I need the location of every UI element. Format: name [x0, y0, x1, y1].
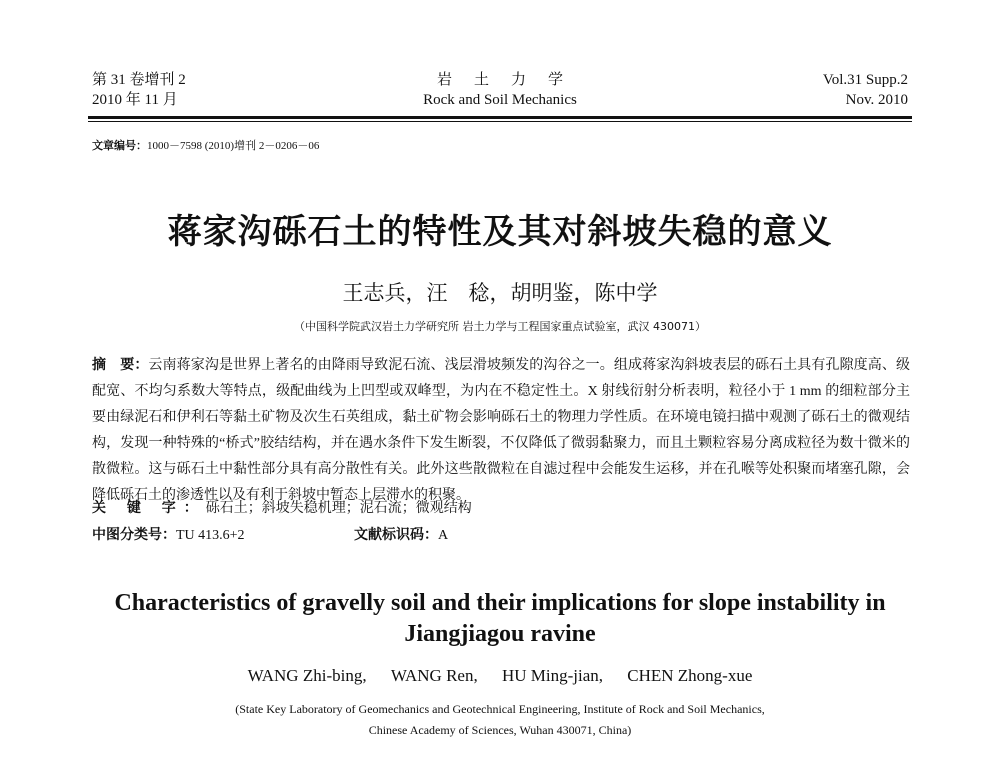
volume-cn: 第 31 卷增刊 2: [92, 72, 186, 88]
title-en-line1: Characteristics of gravelly soil and their implications for slope instability in: [114, 590, 886, 616]
keywords-value: 砾石土；斜坡失稳机理；泥石流；微观结构: [205, 501, 472, 516]
date-en: Nov. 2010: [845, 92, 908, 108]
affiliation-en-line2: Chinese Academy of Sciences, Wuhan 430071, China): [368, 723, 632, 737]
article-number: [92, 137, 319, 153]
authors-cn: 王志兵，汪 稔，胡明鉴，陈中学: [342, 281, 658, 305]
article-number-value: 1000－7598 (2010)增刊 2－0206－06: [147, 140, 320, 152]
header-rule-thin: [88, 121, 912, 122]
document-code: [354, 524, 448, 544]
authors-en: [0, 666, 1000, 686]
header-rule-thick: [88, 116, 912, 119]
volume-en: Vol.31 Supp.2: [822, 72, 908, 88]
article-number-label: 文章编号：: [92, 139, 147, 152]
classification-line: [92, 524, 910, 544]
keywords-cn: [92, 497, 472, 517]
author-en: CHEN Zhong-xue: [627, 666, 753, 685]
affiliation-cn: （中国科学院武汉岩土力学研究所 岩土力学与工程国家重点试验室，武汉 430071）: [294, 320, 706, 333]
journal-name-cn: 岩土力学: [436, 72, 585, 88]
abstract-cn: [92, 352, 910, 509]
affiliation-en: [0, 699, 1000, 741]
journal-name-en: Rock and Soil Mechanics: [423, 92, 577, 108]
abstract-text: 云南蒋家沟是世界上著名的由降雨导致泥石流、浅层滑坡频发的沟谷之一。组成蒋家沟斜坡表层的砾石土具有孔隙度高、级配宽、不均匀系数大等特点，级配曲线为上凹型或双峰型，为内在不稳定性土。X 射线衍射分析表明，粒径小于 1 mm 的细粒部分主要由绿泥石和伊利石等黏土矿物及次生石英组成，黏土矿物会影响砾石土的物理力学性质。在环境电镜扫描中观测了砾石土的微观结构，发现一种特殊的“桥式”胶结结构，并在遇水条件下发生断裂，不仅降低了微弱黏聚力，而且土颗粒容易分离成粒径为数十微米的散微粒。这与砾石土中黏性部分具有高分散性有关。此外这些散微粒在自滤过程中会能发生运移，并在孔喉等处积聚而堵塞孔隙，会降低砾石土的渗透性以及有利于斜坡中暂态上层滞水的积聚。: [92, 358, 910, 503]
date-cn: 2010 年 11 月: [92, 92, 178, 108]
title-en: [0, 588, 1000, 650]
author-en: WANG Zhi-bing,: [247, 666, 367, 685]
keywords-label: 关 键 字：: [92, 500, 206, 516]
abstract-label: 摘 要：: [92, 357, 149, 373]
clc-value: TU 413.6+2: [176, 528, 245, 543]
affiliation-en-line1: (State Key Laboratory of Geomechanics and Geotechnical Engineering, Institute of Rock and Soil Mechanics,: [235, 702, 765, 716]
author-en: HU Ming-jian,: [501, 666, 604, 685]
clc-label: 中图分类号：: [92, 527, 176, 543]
document-code-value: A: [438, 528, 449, 543]
document-code-label: 文献标识码：: [354, 527, 438, 543]
title-cn: 蒋家沟砾石土的特性及其对斜坡失稳的意义: [167, 212, 833, 252]
header-right: [823, 70, 908, 110]
author-en: WANG Ren,: [390, 666, 478, 685]
title-en-line2: Jiangjiagou ravine: [404, 621, 596, 647]
